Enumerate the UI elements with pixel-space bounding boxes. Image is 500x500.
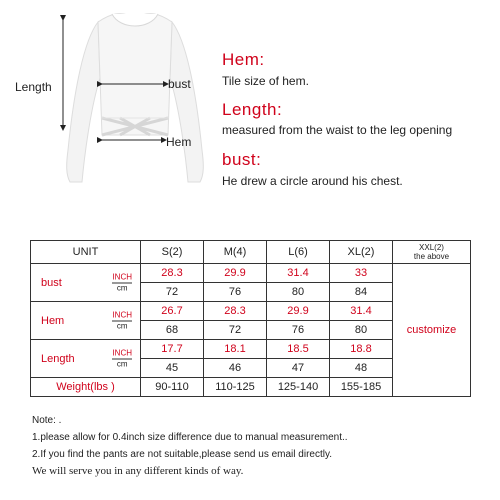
bust-description: He drew a circle around his chest.: [222, 174, 403, 188]
bust-term: bust:: [222, 150, 262, 169]
table-cell: 31.4: [267, 264, 330, 283]
table-cell: 18.1: [204, 340, 267, 359]
xxl-label: XXL(2): [419, 243, 444, 252]
unit-fraction: [112, 272, 132, 293]
unit-cm: cm: [116, 321, 128, 330]
hem-row-label: [31, 302, 141, 340]
note-line: We will serve you in any different kinds of way.: [32, 465, 244, 477]
table-cell: 155-185: [330, 378, 393, 397]
customize-cell: customize: [393, 264, 471, 397]
table-cell: 17.7: [141, 340, 204, 359]
unit-cm: cm: [116, 359, 128, 368]
length-term: Length:: [222, 100, 283, 119]
note-line: 2.If you find the pants are not suitable,please send us email directly.: [32, 449, 332, 460]
table-cell: 76: [204, 283, 267, 302]
bust-measure-label: bust: [168, 77, 191, 91]
unit-fraction: [112, 348, 132, 369]
size-chart-table: [30, 240, 471, 397]
note-line: 1.please allow for 0.4inch size difference due to manual measurement..: [32, 432, 348, 443]
length-description: measured from the waist to the leg opening: [222, 123, 453, 137]
table-cell: 28.3: [141, 264, 204, 283]
table-cell: 72: [204, 321, 267, 340]
unit-inch: INCH: [112, 348, 132, 357]
xxl-sublabel: the above: [413, 252, 450, 261]
table-cell: 80: [267, 283, 330, 302]
table-cell: 29.9: [204, 264, 267, 283]
row-name: bust: [41, 276, 62, 289]
table-cell: 31.4: [330, 302, 393, 321]
weight-label: Weight(lbs ): [31, 378, 141, 397]
table-cell: 125-140: [267, 378, 330, 397]
size-header: S(2): [141, 241, 204, 264]
table-header-row: [31, 241, 471, 264]
row-name: Length: [41, 352, 75, 365]
table-cell: 18.8: [330, 340, 393, 359]
unit-inch: INCH: [112, 310, 132, 319]
table-cell: 47: [267, 359, 330, 378]
table-cell: 68: [141, 321, 204, 340]
length-row-label: [31, 340, 141, 378]
table-cell: 48: [330, 359, 393, 378]
length-measure-label: Length: [15, 80, 52, 94]
table-cell: 72: [141, 283, 204, 302]
table-cell: 90-110: [141, 378, 204, 397]
table-cell: 29.9: [267, 302, 330, 321]
table-cell: 33: [330, 264, 393, 283]
unit-inch: INCH: [112, 272, 132, 281]
unit-header: UNIT: [31, 241, 141, 264]
table-cell: 45: [141, 359, 204, 378]
hem-description: Tile size of hem.: [222, 74, 309, 88]
table-row: [31, 264, 471, 283]
size-header: M(4): [204, 241, 267, 264]
size-header: L(6): [267, 241, 330, 264]
table-cell: 26.7: [141, 302, 204, 321]
table-cell: 28.3: [204, 302, 267, 321]
unit-cm: cm: [116, 283, 128, 292]
row-name: Hem: [41, 314, 65, 327]
unit-fraction: [112, 310, 132, 331]
table-cell: 110-125: [204, 378, 267, 397]
table-cell: 84: [330, 283, 393, 302]
note-heading: Note: .: [32, 415, 62, 426]
hem-term: Hem:: [222, 50, 265, 69]
hem-measure-label: Hem: [166, 135, 192, 149]
bust-row-label: [31, 264, 141, 302]
size-header: XL(2): [330, 241, 393, 264]
crop-top-illustration: [60, 0, 210, 200]
table-cell: 80: [330, 321, 393, 340]
table-cell: 46: [204, 359, 267, 378]
table-cell: 18.5: [267, 340, 330, 359]
table-cell: 76: [267, 321, 330, 340]
xxl-header: [393, 241, 471, 264]
